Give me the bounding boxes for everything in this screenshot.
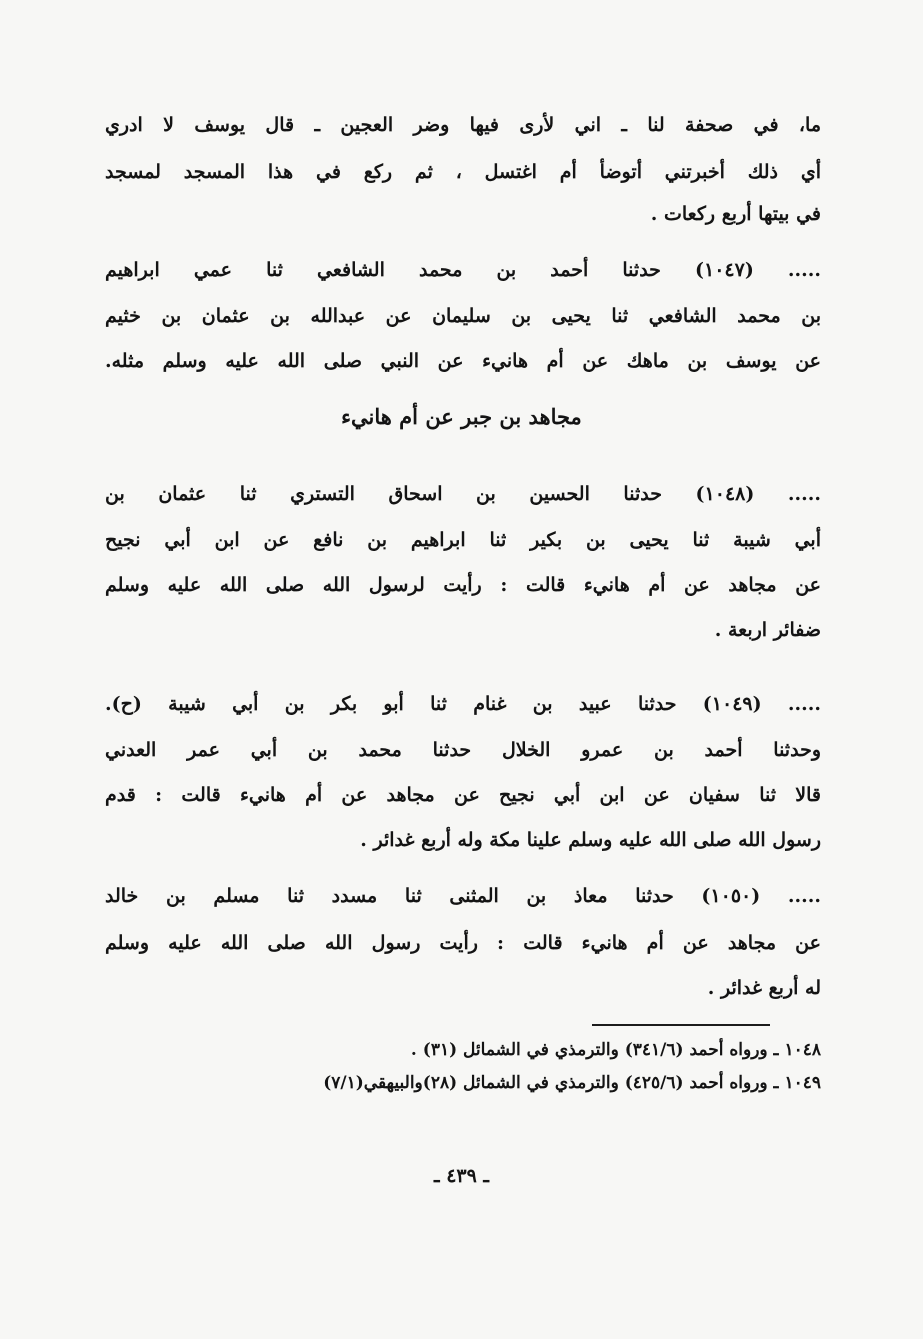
footnote-1048: ١٠٤٨ ـ ورواه أحمد (٣٤١/٦) والترمذي في الشمائل (٣١) .	[410, 1040, 821, 1060]
text-line: في بيتها أربع ركعات .	[650, 203, 821, 225]
text-line: عن يوسف بن ماهك عن أم هانيء عن النبي صلى الله عليه وسلم مثله.	[105, 350, 821, 372]
section-heading: مجاهد بن جبر عن أم هانيء	[341, 404, 582, 429]
text-line: أبي شيبة ثنا يحيى بن بكير ثنا ابراهيم بن نافع عن ابن أبي نجيح	[105, 529, 821, 551]
hadith-1049-line: ..... (١٠٤٩) حدثنا عبيد بن غنام ثنا أبو بكر بن أبي شيبة (ح).	[105, 693, 821, 715]
page-number: ـ ٤٣٩ ـ	[434, 1165, 489, 1187]
hadith-1050-line: ..... (١٠٥٠) حدثنا معاذ بن المثنى ثنا مسدد ثنا مسلم بن خالد	[105, 885, 821, 907]
text-line: رسول الله صلى الله عليه وسلم علينا مكة وله أربع غدائر .	[360, 829, 821, 851]
text-line: وحدثنا أحمد بن عمرو الخلال حدثنا محمد بن أبي عمر العدني	[105, 739, 821, 761]
text-line: قالا ثنا سفيان عن ابن أبي نجيح عن مجاهد عن أم هانيء قالت : قدم	[105, 784, 821, 806]
text-line: ما، في صحفة لنا ـ اني لأرى فيها وضر العجين ـ قال يوسف لا ادري	[105, 114, 821, 136]
text-line: أي ذلك أخبرتني أتوضأ أم اغتسل ، ثم ركع في هذا المسجد لمسجد	[105, 161, 821, 183]
text-line: عن مجاهد عن أم هانيء قالت : رأيت رسول الله صلى الله عليه وسلم	[105, 932, 821, 954]
text-line: ضفائر اربعة .	[714, 619, 821, 641]
hadith-1047-line: ..... (١٠٤٧) حدثنا أحمد بن محمد الشافعي ثنا عمي ابراهيم	[105, 259, 821, 281]
text-line: بن محمد الشافعي ثنا يحيى بن سليمان عن عبدالله بن عثمان بن خثيم	[105, 305, 821, 327]
footnote-1049: ١٠٤٩ ـ ورواه أحمد (٤٢٥/٦) والترمذي في الشمائل (٢٨)والبيهقي(٧/١)	[323, 1073, 821, 1093]
hadith-1048-line: ..... (١٠٤٨) حدثنا الحسين بن اسحاق التستري ثنا عثمان بن	[105, 483, 821, 505]
text-line: عن مجاهد عن أم هانيء قالت : رأيت لرسول الله صلى الله عليه وسلم	[105, 574, 821, 596]
text-line: له أربع غدائر .	[707, 977, 821, 999]
footnote-divider	[592, 1024, 770, 1026]
